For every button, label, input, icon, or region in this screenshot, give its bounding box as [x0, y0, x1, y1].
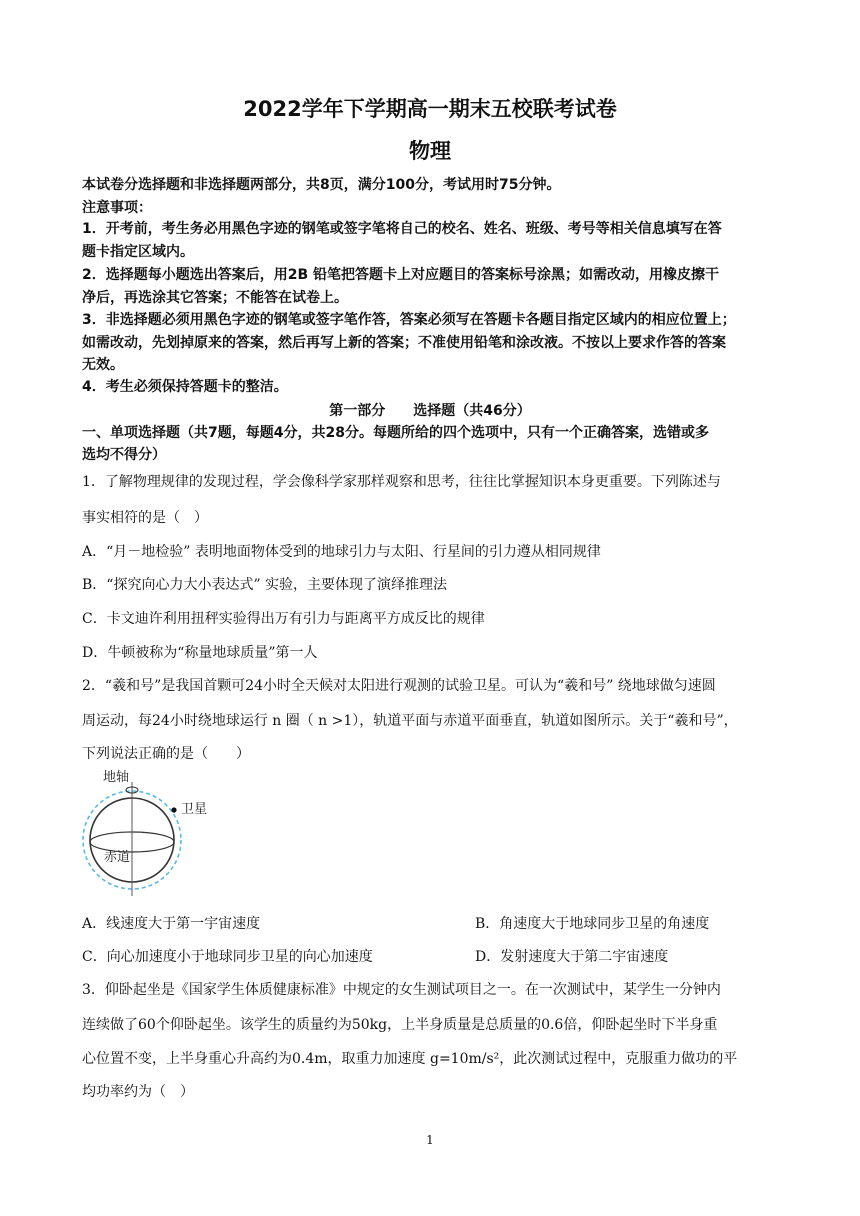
- note-line: 3．非选择题必须用黑色字迹的钢笔或签字笔作答，答案必须写在答题卡各题目指定区域内的相应位置上；: [82, 312, 736, 328]
- option-a: A．“月－地检验” 表明地面物体受到的地球引力与太阳、行星间的引力遵从相同规律: [82, 544, 601, 560]
- equator-label: 赤道: [104, 850, 131, 865]
- question-stem: 心位置不变，上半身重心升高约为0.4m，取重力加速度 g=10m/s²，此次测试过程中，克服重力做功的平: [82, 1051, 738, 1067]
- part-heading: 第一部分 选择题（共46分）: [329, 403, 531, 419]
- option-b: B．“探究向心力大小表达式” 实验，主要体现了演绎推理法: [82, 577, 448, 593]
- question-stem: 连续做了60个仰卧起坐。该学生的质量约为50kg，上半身质量是总质量的0.6倍，仰卧起坐时下半身重: [82, 1017, 718, 1033]
- question-stem: 1．了解物理规律的发现过程，学会像科学家那样观察和思考，往往比掌握知识本身更重要。下列陈述与: [82, 474, 721, 490]
- axis-label: 地轴: [103, 770, 130, 785]
- note-line: 1．开考前，考生务必用黑色字迹的钢笔或签字笔将自己的校名、姓名、班级、考号等相关信息填写在答: [82, 221, 722, 237]
- page-number: 1: [426, 1133, 434, 1147]
- option-a: A．线速度大于第一宇宙速度: [82, 916, 261, 932]
- option-b: B．角速度大于地球同步卫星的角速度: [475, 916, 710, 932]
- notes-heading: 注意事项：: [82, 200, 152, 216]
- note-line: 无效。: [82, 357, 124, 373]
- section-heading: 一、单项选择题（共7题，每题4分，共28分。每题所给的四个选项中，只有一个正确答案，选错或多: [82, 425, 709, 441]
- note-line: 净后，再选涂其它答案；不能答在试卷上。: [82, 290, 348, 306]
- note-line: 如需改动，先划掉原来的答案，然后再写上新的答案；不准使用铅笔和涂改液。不按以上要求作答的答案: [82, 335, 726, 351]
- note-line: 题卡指定区域内。: [82, 244, 194, 260]
- note-line: 2．选择题每小题选出答案后，用2B 铅笔把答题卡上对应题目的答案标号涂黑；如需改动，用橡皮擦干: [82, 267, 720, 283]
- question-stem: 事实相符的是（ ）: [82, 510, 208, 526]
- option-c: C．向心加速度小于地球同步卫星的向心加速度: [82, 949, 373, 965]
- question-stem: 均功率约为（ ）: [82, 1084, 194, 1100]
- question-stem: 下列说法正确的是（ ）: [82, 746, 250, 762]
- option-d: D．发射速度大于第二宇宙速度: [475, 949, 669, 965]
- exam-title: 2022学年下学期高一期末五校联考试卷: [243, 97, 617, 121]
- question-stem: 2．“羲和号”是我国首颗可24小时全天候对太阳进行观测的试验卫星。可认为“羲和号” 绕地球做匀速圆: [82, 678, 716, 694]
- section-heading: 选均不得分）: [82, 447, 166, 463]
- satellite-label: 卫星: [181, 802, 208, 817]
- question-stem: 3．仰卧起坐是《国家学生体质健康标准》中规定的女生测试项目之一。在一次测试中，某学生一分钟内: [82, 982, 721, 998]
- question-stem: 周运动，每24小时绕地球运行 n 圈（ n >1），轨道平面与赤道平面垂直，轨道如图所示。关于“羲和号”，: [82, 713, 738, 729]
- satellite-orbit-figure: [82, 768, 212, 898]
- satellite-dot: [171, 807, 176, 812]
- note-line: 4．考生必须保持答题卡的整洁。: [82, 379, 288, 395]
- option-d: D．牛顿被称为“称量地球质量”第一人: [82, 645, 318, 661]
- exam-intro: 本试卷分选择题和非选择题两部分，共8页，满分100分，考试用时75分钟。: [82, 177, 561, 193]
- option-c: C．卡文迪许利用扭秤实验得出万有引力与距离平方成反比的规律: [82, 611, 485, 627]
- subject-title: 物理: [409, 139, 451, 163]
